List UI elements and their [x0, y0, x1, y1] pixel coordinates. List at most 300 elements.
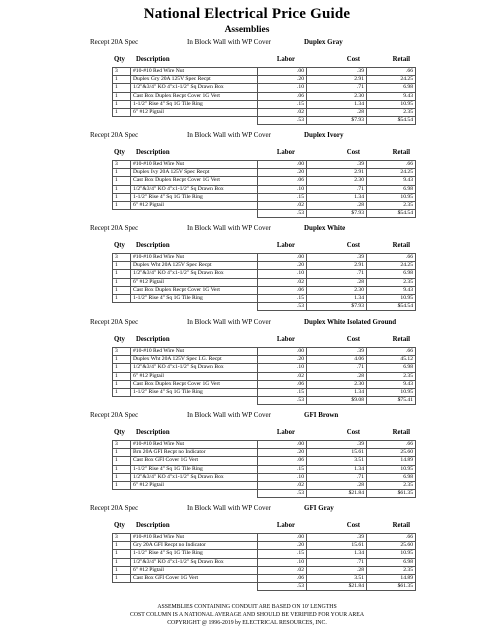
col-cost-label: Cost	[346, 429, 360, 436]
item-description: Cast Box GFI Cover 1G Vert	[131, 574, 258, 582]
item-retail: 25.60	[367, 542, 416, 550]
item-labor: .20	[258, 356, 307, 364]
total-retail: $54.54	[367, 303, 416, 311]
item-labor: .15	[258, 100, 307, 108]
table-row	[113, 566, 416, 574]
item-qty: 3	[113, 68, 131, 76]
item-labor: .15	[258, 465, 307, 473]
total-labor: .53	[258, 117, 307, 125]
item-labor: .20	[258, 262, 307, 270]
item-description: 1-1/2" Rise 4" Sq 1G Tile Ring	[131, 465, 258, 473]
item-retail: .66	[367, 254, 416, 262]
section-header	[0, 37, 494, 49]
col-retail-label: Retail	[392, 56, 410, 63]
totals-spacer	[113, 397, 131, 405]
col-qty-label: Qty	[114, 522, 125, 529]
table-row	[113, 108, 416, 116]
item-cost: .71	[307, 270, 367, 278]
item-qty: 1	[113, 388, 131, 396]
section-name: GFI Gray	[304, 504, 334, 512]
total-retail: $61.35	[367, 490, 416, 498]
table-row	[113, 294, 416, 302]
section-header	[0, 317, 494, 329]
item-labor: .02	[258, 566, 307, 574]
section-location: In Block Wall with WP Cover	[187, 38, 271, 46]
item-retail: 24.25	[367, 262, 416, 270]
item-qty: 1	[113, 558, 131, 566]
table-row	[113, 270, 416, 278]
item-labor: .06	[258, 286, 307, 294]
assembly-section	[0, 130, 494, 217]
item-retail: .66	[367, 441, 416, 449]
item-qty: 1	[113, 574, 131, 582]
section-header	[0, 503, 494, 515]
totals-row	[113, 117, 416, 125]
item-qty: 1	[113, 108, 131, 116]
item-retail: 2.35	[367, 108, 416, 116]
item-description: #10-#10 Red Wire Nut	[131, 254, 258, 262]
item-retail: 10.95	[367, 294, 416, 302]
col-description-label: Description	[136, 149, 170, 156]
table-row	[113, 534, 416, 542]
item-labor: .00	[258, 348, 307, 356]
column-header	[0, 241, 494, 252]
section-name: GFI Brown	[304, 411, 339, 419]
item-retail: 10.95	[367, 388, 416, 396]
col-cost-label: Cost	[346, 149, 360, 156]
col-labor-label: Labor	[276, 56, 295, 63]
item-cost: .39	[307, 534, 367, 542]
page-subtitle: Assemblies	[224, 25, 270, 35]
item-labor: .15	[258, 550, 307, 558]
item-description: 1-1/2" Rise 4" Sq 1G Tile Ring	[131, 193, 258, 201]
item-description: 1/2"&3/4" KO 4"x1-1/2" Sq Drawn Box	[131, 84, 258, 92]
item-labor: .00	[258, 441, 307, 449]
item-qty: 1	[113, 550, 131, 558]
totals-spacer	[113, 583, 131, 591]
items-table	[112, 160, 416, 218]
col-description-label: Description	[136, 522, 170, 529]
item-description: 1-1/2" Rise 4" Sq 1G Tile Ring	[131, 388, 258, 396]
col-labor-label: Labor	[276, 522, 295, 529]
item-labor: .00	[258, 161, 307, 169]
table-row	[113, 262, 416, 270]
item-description: 1-1/2" Rise 4" Sq 1G Tile Ring	[131, 294, 258, 302]
assembly-section	[0, 317, 494, 404]
item-qty: 1	[113, 465, 131, 473]
item-cost: 1.34	[307, 294, 367, 302]
item-labor: .02	[258, 278, 307, 286]
item-cost: .28	[307, 201, 367, 209]
col-cost-label: Cost	[346, 56, 360, 63]
item-cost: 1.34	[307, 100, 367, 108]
items-table	[112, 67, 416, 125]
item-labor: .06	[258, 92, 307, 100]
total-cost: $7.93	[307, 303, 367, 311]
item-qty: 3	[113, 441, 131, 449]
col-cost-label: Cost	[346, 522, 360, 529]
item-qty: 1	[113, 185, 131, 193]
total-cost: $9.08	[307, 397, 367, 405]
total-labor: .53	[258, 397, 307, 405]
item-labor: .10	[258, 558, 307, 566]
table-row	[113, 380, 416, 388]
item-retail: 6.98	[367, 364, 416, 372]
table-row	[113, 457, 416, 465]
column-header	[0, 148, 494, 159]
item-retail: 10.95	[367, 193, 416, 201]
item-labor: .00	[258, 254, 307, 262]
totals-spacer	[113, 303, 131, 311]
page-title: National Electrical Price Guide	[143, 6, 351, 22]
item-labor: .15	[258, 193, 307, 201]
item-description: #10-#10 Red Wire Nut	[131, 348, 258, 356]
section-name: Duplex Gray	[304, 38, 343, 46]
item-cost: 2.91	[307, 76, 367, 84]
item-retail: 2.35	[367, 278, 416, 286]
assembly-section	[0, 503, 494, 590]
column-header	[0, 428, 494, 439]
total-labor: .53	[258, 210, 307, 218]
table-row	[113, 100, 416, 108]
total-labor: .53	[258, 490, 307, 498]
item-qty: 1	[113, 372, 131, 380]
column-header	[0, 335, 494, 346]
section-name: Duplex White	[304, 224, 346, 232]
table-row	[113, 558, 416, 566]
table-row	[113, 372, 416, 380]
col-description-label: Description	[136, 429, 170, 436]
item-cost: .28	[307, 372, 367, 380]
totals-spacer	[131, 583, 258, 591]
item-labor: .10	[258, 364, 307, 372]
item-qty: 1	[113, 84, 131, 92]
item-description: 6" #12 Pigtail	[131, 481, 258, 489]
total-retail: $61.35	[367, 583, 416, 591]
col-labor-label: Labor	[276, 149, 295, 156]
total-labor: .53	[258, 583, 307, 591]
item-labor: .15	[258, 388, 307, 396]
item-labor: .20	[258, 449, 307, 457]
col-retail-label: Retail	[392, 336, 410, 343]
item-cost: 4.06	[307, 356, 367, 364]
col-cost-label: Cost	[346, 336, 360, 343]
footer-line-conduit: ASSEMBLIES CONTAINING CONDUIT ARE BASED ON 10' LENGTHS	[157, 604, 337, 610]
item-qty: 3	[113, 254, 131, 262]
item-labor: .15	[258, 294, 307, 302]
item-labor: .20	[258, 542, 307, 550]
section-location: In Block Wall with WP Cover	[187, 504, 271, 512]
item-labor: .20	[258, 169, 307, 177]
item-retail: 24.25	[367, 76, 416, 84]
section-location: In Block Wall with WP Cover	[187, 318, 271, 326]
totals-row	[113, 397, 416, 405]
table-row	[113, 388, 416, 396]
col-labor-label: Labor	[276, 429, 295, 436]
item-cost: 2.91	[307, 169, 367, 177]
item-cost: .39	[307, 441, 367, 449]
item-qty: 3	[113, 161, 131, 169]
item-description: Gry 20A GFI Recpt no Indicator	[131, 542, 258, 550]
item-labor: .02	[258, 372, 307, 380]
item-retail: 6.98	[367, 185, 416, 193]
items-table	[112, 253, 416, 311]
col-labor-label: Labor	[276, 336, 295, 343]
section-spec: Recept 20A Spec	[90, 504, 139, 512]
item-description: 1/2"&3/4" KO 4"x1-1/2" Sq Drawn Box	[131, 364, 258, 372]
item-qty: 1	[113, 278, 131, 286]
items-table	[112, 440, 416, 498]
section-name: Duplex White Isolated Ground	[304, 318, 397, 326]
items-table	[112, 347, 416, 405]
item-qty: 1	[113, 473, 131, 481]
item-description: 1-1/2" Rise 4" Sq 1G Tile Ring	[131, 550, 258, 558]
table-row	[113, 449, 416, 457]
item-qty: 1	[113, 270, 131, 278]
item-labor: .00	[258, 534, 307, 542]
item-cost: 1.34	[307, 388, 367, 396]
table-row	[113, 473, 416, 481]
footer-notes	[0, 603, 494, 627]
item-description: 6" #12 Pigtail	[131, 566, 258, 574]
item-description: Cast Box Duplex Recpt Cover 1G Vert	[131, 177, 258, 185]
total-retail: $75.41	[367, 397, 416, 405]
item-description: 1/2"&3/4" KO 4"x1-1/2" Sq Drawn Box	[131, 270, 258, 278]
item-qty: 1	[113, 449, 131, 457]
item-cost: 2.30	[307, 177, 367, 185]
item-qty: 1	[113, 566, 131, 574]
item-cost: .39	[307, 348, 367, 356]
table-row	[113, 574, 416, 582]
item-description: 6" #12 Pigtail	[131, 278, 258, 286]
item-cost: .71	[307, 364, 367, 372]
table-row	[113, 364, 416, 372]
item-description: Cast Box Duplex Recpt Cover 1G Vert	[131, 380, 258, 388]
total-retail: $54.54	[367, 117, 416, 125]
section-spec: Recept 20A Spec	[90, 224, 139, 232]
item-retail: 9.43	[367, 177, 416, 185]
col-retail-label: Retail	[392, 242, 410, 249]
item-labor: .02	[258, 108, 307, 116]
table-row	[113, 286, 416, 294]
item-cost: .71	[307, 84, 367, 92]
total-cost: $21.84	[307, 583, 367, 591]
item-cost: .71	[307, 473, 367, 481]
table-row	[113, 348, 416, 356]
item-retail: .66	[367, 68, 416, 76]
item-qty: 1	[113, 92, 131, 100]
item-qty: 1	[113, 356, 131, 364]
item-retail: 14.89	[367, 574, 416, 582]
item-qty: 1	[113, 177, 131, 185]
item-labor: .10	[258, 473, 307, 481]
items-table	[112, 533, 416, 591]
item-retail: 45.12	[367, 356, 416, 364]
item-qty: 1	[113, 364, 131, 372]
section-location: In Block Wall with WP Cover	[187, 131, 271, 139]
item-description: #10-#10 Red Wire Nut	[131, 161, 258, 169]
total-cost: $7.93	[307, 117, 367, 125]
section-spec: Recept 20A Spec	[90, 131, 139, 139]
item-retail: 10.95	[367, 100, 416, 108]
item-description: 6" #12 Pigtail	[131, 372, 258, 380]
totals-spacer	[131, 490, 258, 498]
totals-spacer	[113, 117, 131, 125]
table-row	[113, 201, 416, 209]
item-labor: .06	[258, 457, 307, 465]
item-description: Cast Box Duplex Recpt Cover 1G Vert	[131, 286, 258, 294]
item-description: Duplex Ivy 20A 125V Spec Recpt	[131, 169, 258, 177]
section-location: In Block Wall with WP Cover	[187, 411, 271, 419]
col-qty-label: Qty	[114, 149, 125, 156]
table-row	[113, 193, 416, 201]
table-row	[113, 177, 416, 185]
col-description-label: Description	[136, 336, 170, 343]
item-description: #10-#10 Red Wire Nut	[131, 534, 258, 542]
item-retail: 10.95	[367, 550, 416, 558]
item-cost: 1.34	[307, 550, 367, 558]
col-description-label: Description	[136, 242, 170, 249]
item-description: Duplex Wht 20A 125V Spec I.G. Recpt	[131, 356, 258, 364]
table-row	[113, 169, 416, 177]
item-cost: .39	[307, 254, 367, 262]
section-location: In Block Wall with WP Cover	[187, 224, 271, 232]
item-retail: 6.98	[367, 473, 416, 481]
item-description: Cast Box Duplex Recpt Cover 1G Vert	[131, 92, 258, 100]
totals-spacer	[131, 210, 258, 218]
item-retail: .66	[367, 534, 416, 542]
totals-spacer	[131, 303, 258, 311]
col-qty-label: Qty	[114, 336, 125, 343]
total-labor: .53	[258, 303, 307, 311]
assembly-section	[0, 37, 494, 124]
item-labor: .06	[258, 380, 307, 388]
item-cost: 2.30	[307, 380, 367, 388]
item-qty: 1	[113, 201, 131, 209]
table-row	[113, 84, 416, 92]
assembly-section	[0, 223, 494, 310]
item-retail: 10.95	[367, 465, 416, 473]
footer-line-copyright: COPYRIGHT @ 1996-2019 by ELECTRICAL RESOURCES, INC.	[167, 620, 327, 626]
item-description: Cast Box GFI Cover 1G Vert	[131, 457, 258, 465]
item-cost: .28	[307, 481, 367, 489]
item-retail: 25.60	[367, 449, 416, 457]
item-cost: 2.30	[307, 286, 367, 294]
item-description: 1/2"&3/4" KO 4"x1-1/2" Sq Drawn Box	[131, 473, 258, 481]
table-row	[113, 441, 416, 449]
item-qty: 3	[113, 534, 131, 542]
item-cost: 2.91	[307, 262, 367, 270]
item-labor: .10	[258, 84, 307, 92]
item-description: 6" #12 Pigtail	[131, 201, 258, 209]
col-qty-label: Qty	[114, 242, 125, 249]
item-cost: 2.30	[307, 92, 367, 100]
item-labor: .10	[258, 270, 307, 278]
item-cost: 1.34	[307, 465, 367, 473]
totals-row	[113, 210, 416, 218]
item-qty: 1	[113, 169, 131, 177]
item-cost: 3.51	[307, 457, 367, 465]
section-header	[0, 130, 494, 142]
col-qty-label: Qty	[114, 56, 125, 63]
section-name: Duplex Ivory	[304, 131, 344, 139]
item-retail: 2.35	[367, 372, 416, 380]
col-qty-label: Qty	[114, 429, 125, 436]
item-retail: 6.98	[367, 270, 416, 278]
item-retail: 9.43	[367, 92, 416, 100]
item-cost: .39	[307, 161, 367, 169]
totals-row	[113, 583, 416, 591]
table-row	[113, 161, 416, 169]
item-description: Brn 20A GFI Recpt no Indicator	[131, 449, 258, 457]
item-qty: 1	[113, 481, 131, 489]
item-labor: .10	[258, 185, 307, 193]
item-labor: .00	[258, 68, 307, 76]
item-qty: 1	[113, 193, 131, 201]
item-description: #10-#10 Red Wire Nut	[131, 68, 258, 76]
item-description: #10-#10 Red Wire Nut	[131, 441, 258, 449]
item-cost: .28	[307, 278, 367, 286]
total-retail: $54.54	[367, 210, 416, 218]
totals-spacer	[113, 210, 131, 218]
footer-line-cost: COST COLUMN IS A NATIONAL AVERAGE AND SHOULD BE VERIFIED FOR YOUR AREA	[129, 612, 365, 618]
table-row	[113, 68, 416, 76]
item-retail: 6.98	[367, 84, 416, 92]
item-cost: .71	[307, 185, 367, 193]
table-row	[113, 465, 416, 473]
table-row	[113, 542, 416, 550]
item-retail: 2.35	[367, 566, 416, 574]
item-description: Duplex Gry 20A 125V Spec Recpt	[131, 76, 258, 84]
section-header	[0, 410, 494, 422]
item-labor: .06	[258, 177, 307, 185]
item-qty: 3	[113, 348, 131, 356]
assembly-section	[0, 410, 494, 497]
item-cost: .39	[307, 68, 367, 76]
totals-row	[113, 490, 416, 498]
item-qty: 1	[113, 262, 131, 270]
table-row	[113, 481, 416, 489]
totals-spacer	[131, 397, 258, 405]
table-row	[113, 76, 416, 84]
item-cost: 15.61	[307, 542, 367, 550]
section-spec: Recept 20A Spec	[90, 38, 139, 46]
col-labor-label: Labor	[276, 242, 295, 249]
item-cost: 15.61	[307, 449, 367, 457]
item-retail: 14.89	[367, 457, 416, 465]
section-spec: Recept 20A Spec	[90, 411, 139, 419]
item-retail: .66	[367, 348, 416, 356]
item-labor: .06	[258, 574, 307, 582]
table-row	[113, 550, 416, 558]
totals-spacer	[113, 490, 131, 498]
item-cost: .28	[307, 108, 367, 116]
section-spec: Recept 20A Spec	[90, 318, 139, 326]
total-cost: $21.84	[307, 490, 367, 498]
item-labor: .02	[258, 201, 307, 209]
item-qty: 1	[113, 294, 131, 302]
item-retail: 24.25	[367, 169, 416, 177]
item-retail: 9.43	[367, 380, 416, 388]
item-qty: 1	[113, 380, 131, 388]
table-row	[113, 356, 416, 364]
item-qty: 1	[113, 542, 131, 550]
col-cost-label: Cost	[346, 242, 360, 249]
table-row	[113, 278, 416, 286]
column-header	[0, 521, 494, 532]
section-header	[0, 223, 494, 235]
item-qty: 1	[113, 100, 131, 108]
